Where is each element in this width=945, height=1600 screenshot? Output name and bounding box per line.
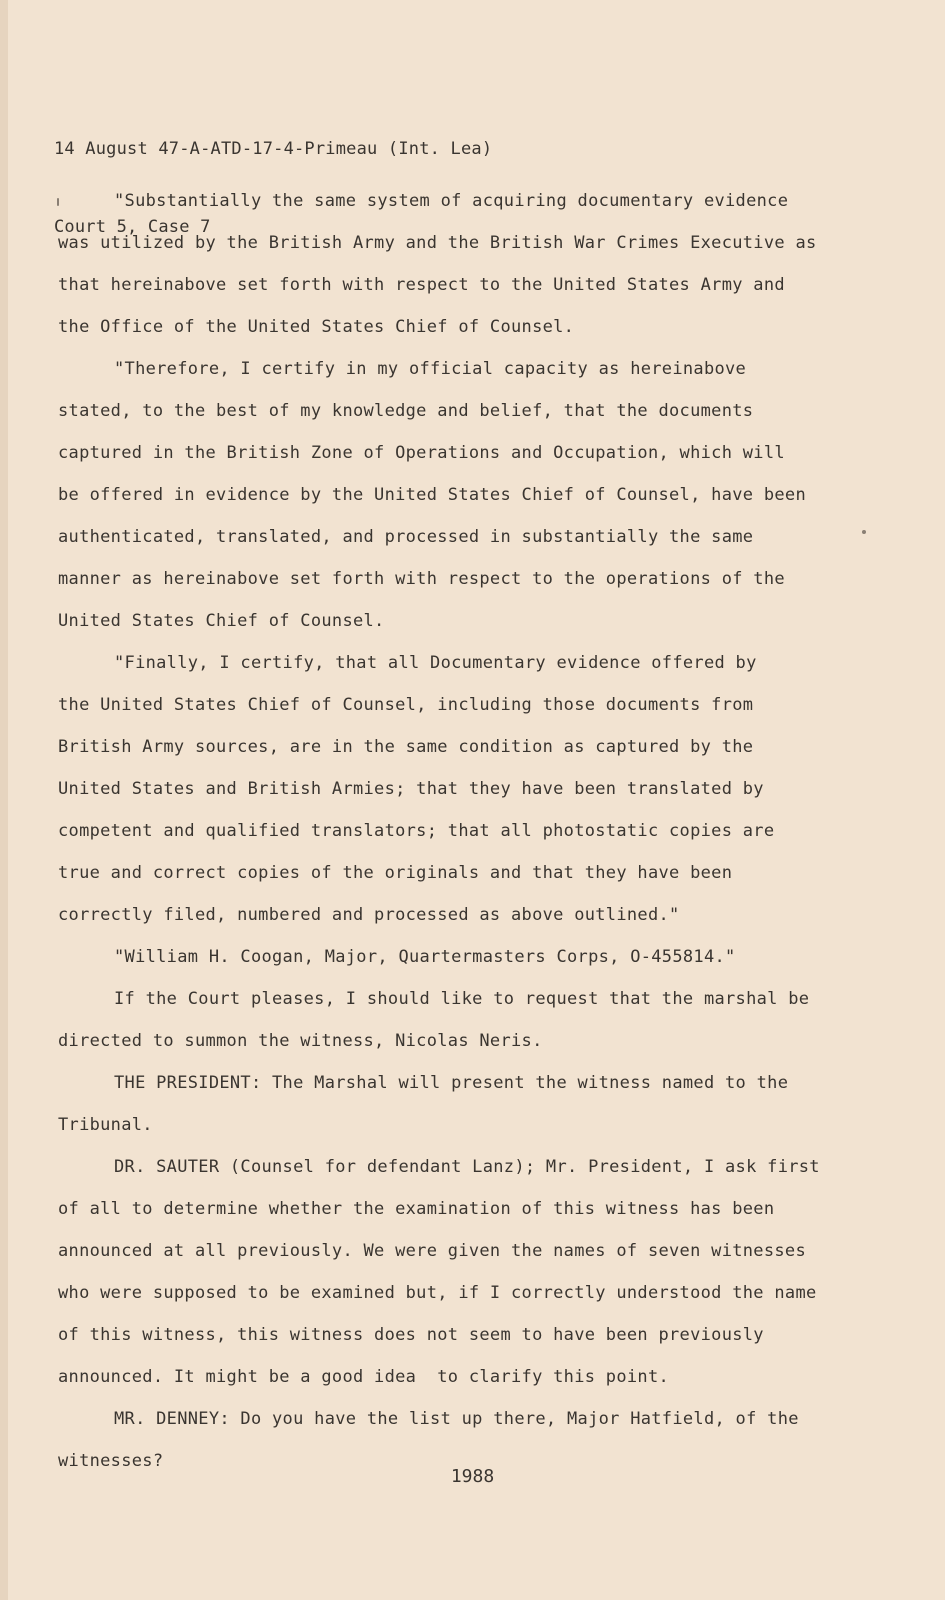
text-line: DR. SAUTER (Counsel for defendant Lanz); Mr. President, I ask first [114,1157,820,1177]
text-line: "William H. Coogan, Major, Quartermasters Corps, O-455814." [114,947,736,967]
text-line: directed to summon the witness, Nicolas Neris. [58,1031,543,1051]
page-number: 1988 [450,1466,495,1487]
text-line: announced at all previously. We were given the names of seven witnesses [58,1241,806,1261]
text-line: witnesses? [58,1451,164,1471]
text-line: announced. It might be a good idea to clarify this point. [58,1367,670,1387]
text-line: the United States Chief of Counsel, including those documents from [58,695,754,715]
page-edge [0,0,8,1600]
text-line: THE PRESIDENT: The Marshal will present the witness named to the [114,1073,789,1093]
text-line: Tribunal. [58,1115,153,1135]
text-line: captured in the British Zone of Operations and Occupation, which will [58,443,785,463]
text-line: was utilized by the British Army and the British War Crimes Executive as [58,233,817,253]
text-line: competent and qualified translators; that all photostatic copies are [58,821,775,841]
text-line: the Office of the United States Chief of Counsel. [58,317,575,337]
text-line: who were supposed to be examined but, if I correctly understood the name [58,1283,817,1303]
ink-speck [862,530,866,534]
text-line: be offered in evidence by the United States Chief of Counsel, have been [58,485,806,505]
text-line: MR. DENNEY: Do you have the list up there, Major Hatfield, of the [114,1409,799,1429]
text-line: of all to determine whether the examination of this witness has been [58,1199,775,1219]
text-line: manner as hereinabove set forth with respect to the operations of the [58,569,785,589]
text-line: that hereinabove set forth with respect to the United States Army and [58,275,785,295]
text-line: authenticated, translated, and processed in substantially the same [58,527,754,547]
text-line: If the Court pleases, I should like to request that the marshal be [114,989,810,1009]
text-line: of this witness, this witness does not seem to have been previously [58,1325,764,1345]
text-line: correctly filed, numbered and processed as above outlined." [58,905,680,925]
text-line: United States and British Armies; that they have been translated by [58,779,764,799]
text-line: true and correct copies of the originals and that they have been [58,863,733,883]
text-line: "Substantially the same system of acquiring documentary evidence [114,191,789,211]
text-line: "Therefore, I certify in my official capacity as hereinabove [114,359,747,379]
text-line: United States Chief of Counsel. [58,611,385,631]
ink-speck [57,198,59,206]
header-line-2: Court 5, Case 7 [54,217,211,237]
text-line: "Finally, I certify, that all Documentary evidence offered by [114,653,757,673]
header-line-1: 14 August 47-A-ATD-17-4-Primeau (Int. Lea) [54,139,493,159]
text-line: stated, to the best of my knowledge and belief, that the documents [58,401,754,421]
text-line: British Army sources, are in the same condition as captured by the [58,737,754,757]
transcript-body [58,180,858,1482]
